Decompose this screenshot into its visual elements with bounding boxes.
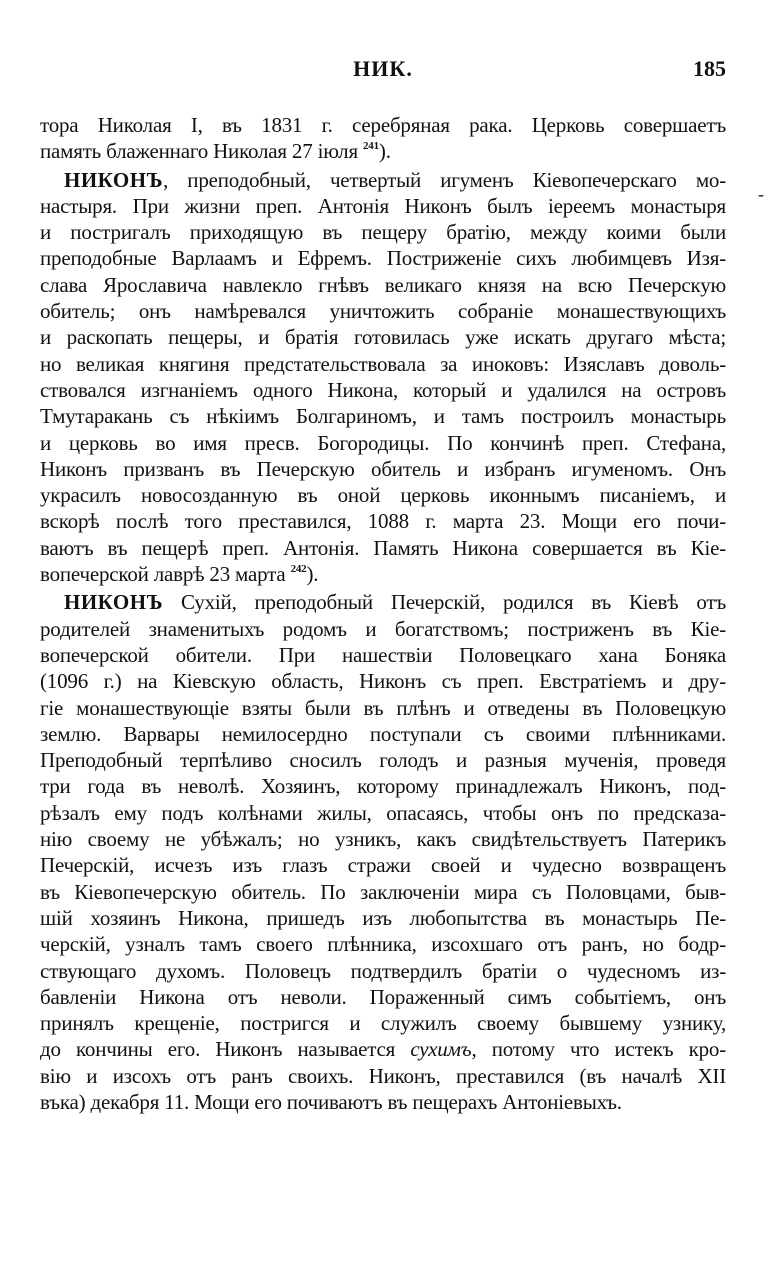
footnote-ref: 242 <box>290 563 307 576</box>
text-line <box>40 138 726 164</box>
footnote-ref: 241 <box>363 140 379 153</box>
italic-term: сухимъ <box>410 1037 472 1062</box>
text-fragment: Сухій, преподобный Печерскій, родился въ Кіевѣ отъ <box>163 590 726 615</box>
text-line: Преподобный терпѣливо сносилъ голодъ и разныя мученія, проведя <box>40 748 726 773</box>
text-line: вопечерской обители. При нашествіи Половецкаго хана Боняка <box>40 642 726 667</box>
text-fragment: ). <box>306 562 319 587</box>
text-line: землю. Варвары немилосердно поступали съ своими плѣнниками. <box>40 721 726 746</box>
text-line: Тмутаракань съ нѣкіимъ Болгариномъ, и тамъ построилъ монастырь <box>40 404 726 429</box>
text-line: Печерскій, исчезъ изъ глазъ стражи своей и чудесно возвращенъ <box>40 853 726 878</box>
text-line: нію своему не убѣжалъ; но узникъ, какъ свидѣтельствуетъ Патерикъ <box>40 827 726 852</box>
paragraph-first-line <box>40 589 726 615</box>
entry-heading: НИКОНЪ <box>64 590 164 615</box>
text-line: вію и изсохъ отъ ранъ своихъ. Никонъ, преставился (въ началѣ XII <box>40 1063 726 1088</box>
text-line: и раскопать пещеры, и братія готовилась уже искать другаго мѣста; <box>40 325 726 350</box>
text-line: Никонъ призванъ въ Печерскую обитель и избранъ игуменомъ. Онъ <box>40 456 726 481</box>
text-line: въ Кіевопечерскую обитель. По заключеніи мира съ Половцами, быв- <box>40 879 726 904</box>
text-line: бавленіи Никона отъ неволи. Пораженный симъ событіемъ, онъ <box>40 984 726 1009</box>
text-fragment: , потому что истекъ кро- <box>471 1037 726 1062</box>
text-line: гіе монашествующіе взяты были въ плѣнъ и отведены въ Половецкую <box>40 695 726 720</box>
text-fragment: память блаженнаго Николая 27 іюля <box>40 139 358 164</box>
text-line: шій хозяинъ Никона, пришедъ изъ любопытства въ монастырь Пе- <box>40 905 726 930</box>
text-line: но великая княгиня предстательствовала за иноковъ: Изяславъ доволь- <box>40 351 726 376</box>
text-line: вскорѣ послѣ того преставился, 1088 г. марта 23. Мощи его почи- <box>40 509 726 534</box>
text-line: ствовался изгнаніемъ одного Никона, который и удалился на островъ <box>40 377 726 402</box>
text-fragment: до кончины его. Никонъ называется <box>40 1037 411 1062</box>
text-line: преподобные Варлаамъ и Ефремъ. Постриженіе сихъ любимцевъ Изя- <box>40 246 726 271</box>
text-fragment: вопечерской лаврѣ 23 марта <box>40 562 286 587</box>
text-line: и церковь во имя пресв. Богородицы. По кончинѣ преп. Стефана, <box>40 430 726 455</box>
page-number: 185 <box>693 56 726 81</box>
running-head <box>40 52 726 82</box>
text-line: ваютъ въ пещерѣ преп. Антонія. Память Никона совершается въ Кіе- <box>40 535 726 560</box>
text-line: принялъ крещеніе, постригся и служилъ своему бывшему узнику, <box>40 1011 726 1036</box>
margin-mark: - <box>758 184 764 204</box>
text-line: рѣзалъ ему подъ колѣнами жилы, опасаясь, чтобы онъ по предсказа- <box>40 800 726 825</box>
text-line <box>40 1036 726 1062</box>
text-line: родителей знаменитыхъ родомъ и богатствомъ; постриженъ въ Кіе- <box>40 616 726 641</box>
text-line: ствующаго духомъ. Половецъ подтвердилъ братіи о чудесномъ из- <box>40 958 726 983</box>
text-line: украсилъ новосозданную въ оной церковь иконнымъ писаніемъ, и <box>40 483 726 508</box>
text-line: настыря. При жизни преп. Антонія Никонъ былъ іереемъ монастыря <box>40 193 726 218</box>
paragraph-first-line <box>40 167 726 193</box>
running-head-title: НИК. <box>353 56 413 81</box>
text-line: и постригалъ приходящую въ пещеру братію, между коими были <box>40 220 726 245</box>
body-text <box>40 112 726 1115</box>
text-line <box>40 561 726 587</box>
text-line: (1096 г.) на Кіевскую область, Никонъ съ преп. Евстратіемъ и дру- <box>40 669 726 694</box>
entry-heading: НИКОНЪ <box>64 167 164 192</box>
text-fragment: , преподобный, четвертый игуменъ Кіевопечерскаго мо- <box>163 167 726 192</box>
text-line: въка) декабря 11. Мощи его почиваютъ въ пещерахъ Антоніевыхъ. <box>40 1089 622 1114</box>
text-line: черскій, узналъ тамъ своего плѣнника, изсохшаго отъ ранъ, но бодр- <box>40 932 726 957</box>
text-line: обитель; онъ намѣревался уничтожить собраніе монашествующихъ <box>40 299 726 324</box>
text-line: три года въ неволѣ. Хозяинъ, которому принадлежалъ Никонъ, под- <box>40 774 726 799</box>
text-line: слава Ярославича навлекло гнѣвъ великаго князя на всю Печерскую <box>40 272 726 297</box>
text-fragment: ). <box>378 139 391 164</box>
text-line: тора Николая I, въ 1831 г. серебряная рака. Церковь совершаетъ <box>40 113 726 137</box>
